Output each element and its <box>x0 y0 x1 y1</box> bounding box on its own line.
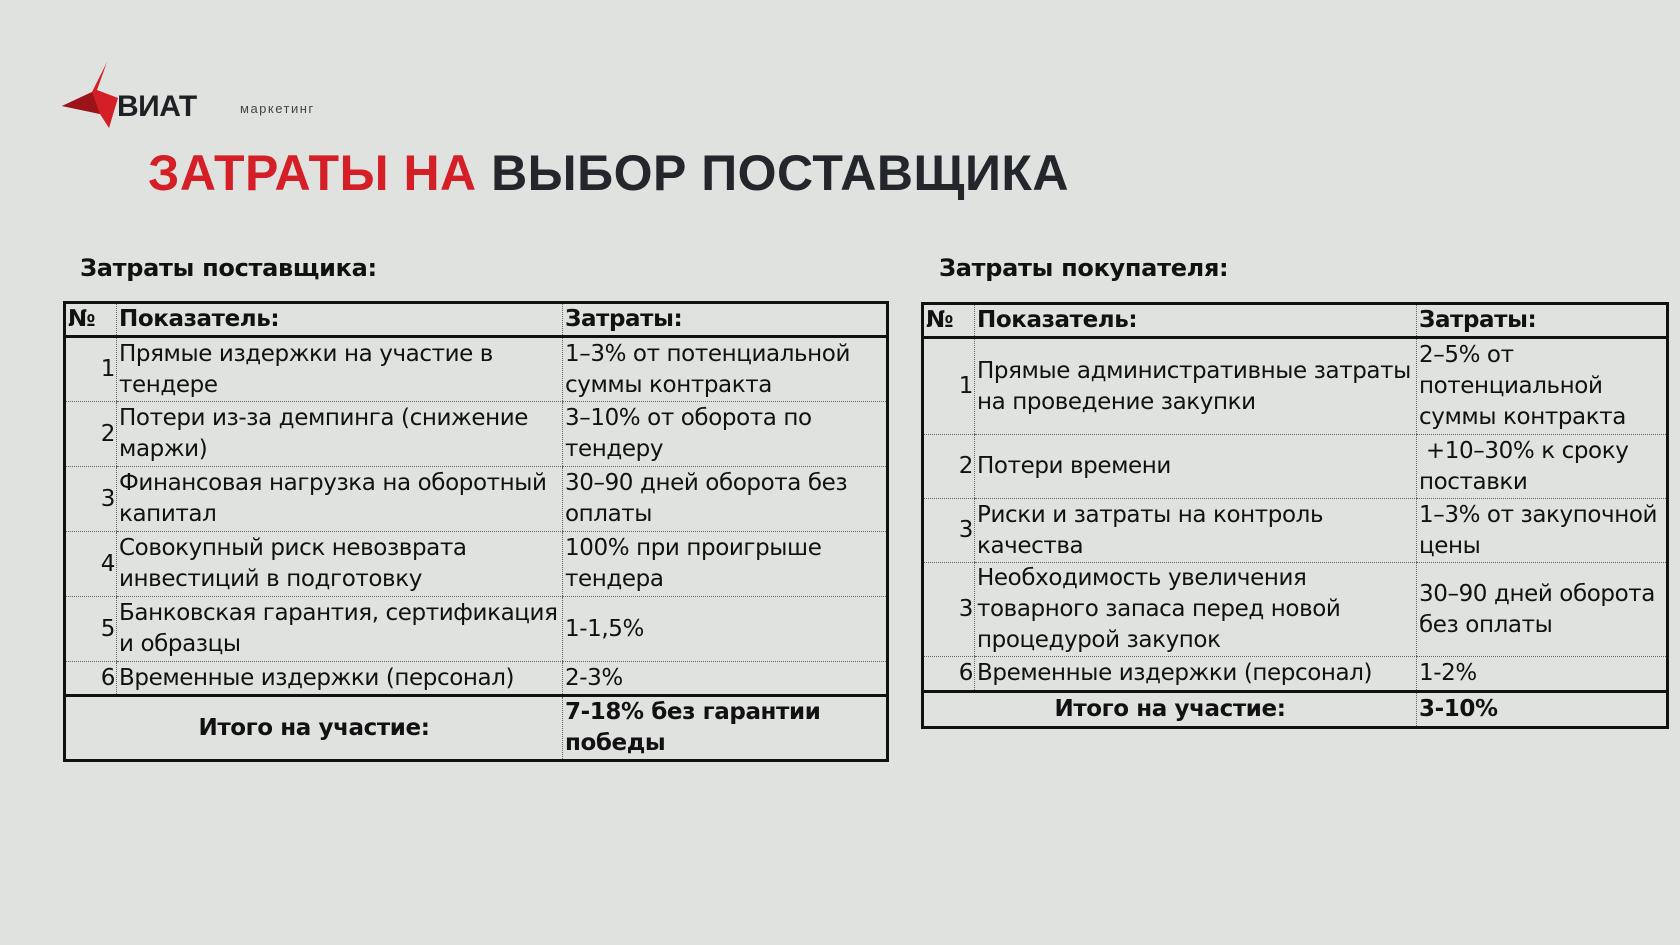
total-value: 7-18% без гарантии победы <box>563 696 888 761</box>
total-row <box>923 692 1668 728</box>
total-value: 3-10% <box>1417 692 1668 728</box>
row-number: 3 <box>65 467 117 532</box>
table-row <box>65 662 888 696</box>
row-cost: 2–5% от потенциальной суммы контракта <box>1417 338 1668 435</box>
row-number: 6 <box>65 662 117 696</box>
row-number: 2 <box>65 402 117 467</box>
row-cost: 1–3% от потенциальной суммы контракта <box>563 337 888 402</box>
row-cost: 1–3% от закупочной цены <box>1417 499 1668 563</box>
column-header-indicator: Показатель: <box>117 303 563 337</box>
row-number: 1 <box>923 338 975 435</box>
supplier-table-heading: Затраты поставщика: <box>80 254 377 282</box>
row-cost: 1-2% <box>1417 657 1668 692</box>
row-indicator: Потери времени <box>975 435 1417 499</box>
table-row <box>923 435 1668 499</box>
total-label: Итого на участие: <box>923 692 1417 728</box>
row-number: 2 <box>923 435 975 499</box>
table-row <box>65 532 888 597</box>
row-cost: 30–90 дней оборота без оплаты <box>563 467 888 532</box>
table-row <box>65 337 888 402</box>
total-row <box>65 696 888 761</box>
row-cost: 100% при проигрыше тендера <box>563 532 888 597</box>
column-header-cost: Затраты: <box>1417 304 1668 338</box>
table-header-row <box>65 303 888 337</box>
table-row <box>65 402 888 467</box>
row-cost: 1-1,5% <box>563 597 888 662</box>
row-indicator: Совокупный риск невозврата инвестиций в подготовку <box>117 532 563 597</box>
buyer-costs-table <box>921 302 1669 729</box>
table-row <box>923 563 1668 657</box>
row-indicator: Временные издержки (персонал) <box>975 657 1417 692</box>
row-indicator: Необходимость увеличения товарного запаса перед новой процедурой закупок <box>975 563 1417 657</box>
column-header-indicator: Показатель: <box>975 304 1417 338</box>
row-cost: 2-3% <box>563 662 888 696</box>
table-header-row <box>923 304 1668 338</box>
row-indicator: Прямые издержки на участие в тендере <box>117 337 563 402</box>
row-number: 5 <box>65 597 117 662</box>
row-number: 3 <box>923 499 975 563</box>
total-label: Итого на участие: <box>65 696 563 761</box>
column-header-cost: Затраты: <box>563 303 888 337</box>
company-logo <box>62 62 362 128</box>
logo-brand: ВИАТ <box>117 90 197 123</box>
table-row <box>65 467 888 532</box>
row-number: 3 <box>923 563 975 657</box>
page-title <box>148 144 1069 202</box>
title-main: ВЫБОР ПОСТАВЩИКА <box>491 145 1070 201</box>
column-header-number: № <box>923 304 975 338</box>
table-row <box>923 499 1668 563</box>
row-number: 6 <box>923 657 975 692</box>
supplier-costs-table <box>63 301 889 762</box>
row-cost: +10–30% к сроку поставки <box>1417 435 1668 499</box>
row-indicator: Потери из-за демпинга (снижение маржи) <box>117 402 563 467</box>
table-row <box>923 338 1668 435</box>
column-header-number: № <box>65 303 117 337</box>
lightning-logo-icon <box>62 62 118 128</box>
row-number: 4 <box>65 532 117 597</box>
row-indicator: Риски и затраты на контроль качества <box>975 499 1417 563</box>
title-accent: ЗАТРАТЫ НА <box>148 145 477 201</box>
table-row <box>65 597 888 662</box>
row-indicator: Прямые административные затраты на проведение закупки <box>975 338 1417 435</box>
row-indicator: Временные издержки (персонал) <box>117 662 563 696</box>
row-cost: 30–90 дней оборота без оплаты <box>1417 563 1668 657</box>
buyer-table-heading: Затраты покупателя: <box>939 254 1229 282</box>
row-cost: 3–10% от оборота по тендеру <box>563 402 888 467</box>
table-row <box>923 657 1668 692</box>
row-number: 1 <box>65 337 117 402</box>
row-indicator: Банковская гарантия, сертификация и образцы <box>117 597 563 662</box>
logo-subtitle: маркетинг <box>240 101 315 116</box>
row-indicator: Финансовая нагрузка на оборотный капитал <box>117 467 563 532</box>
